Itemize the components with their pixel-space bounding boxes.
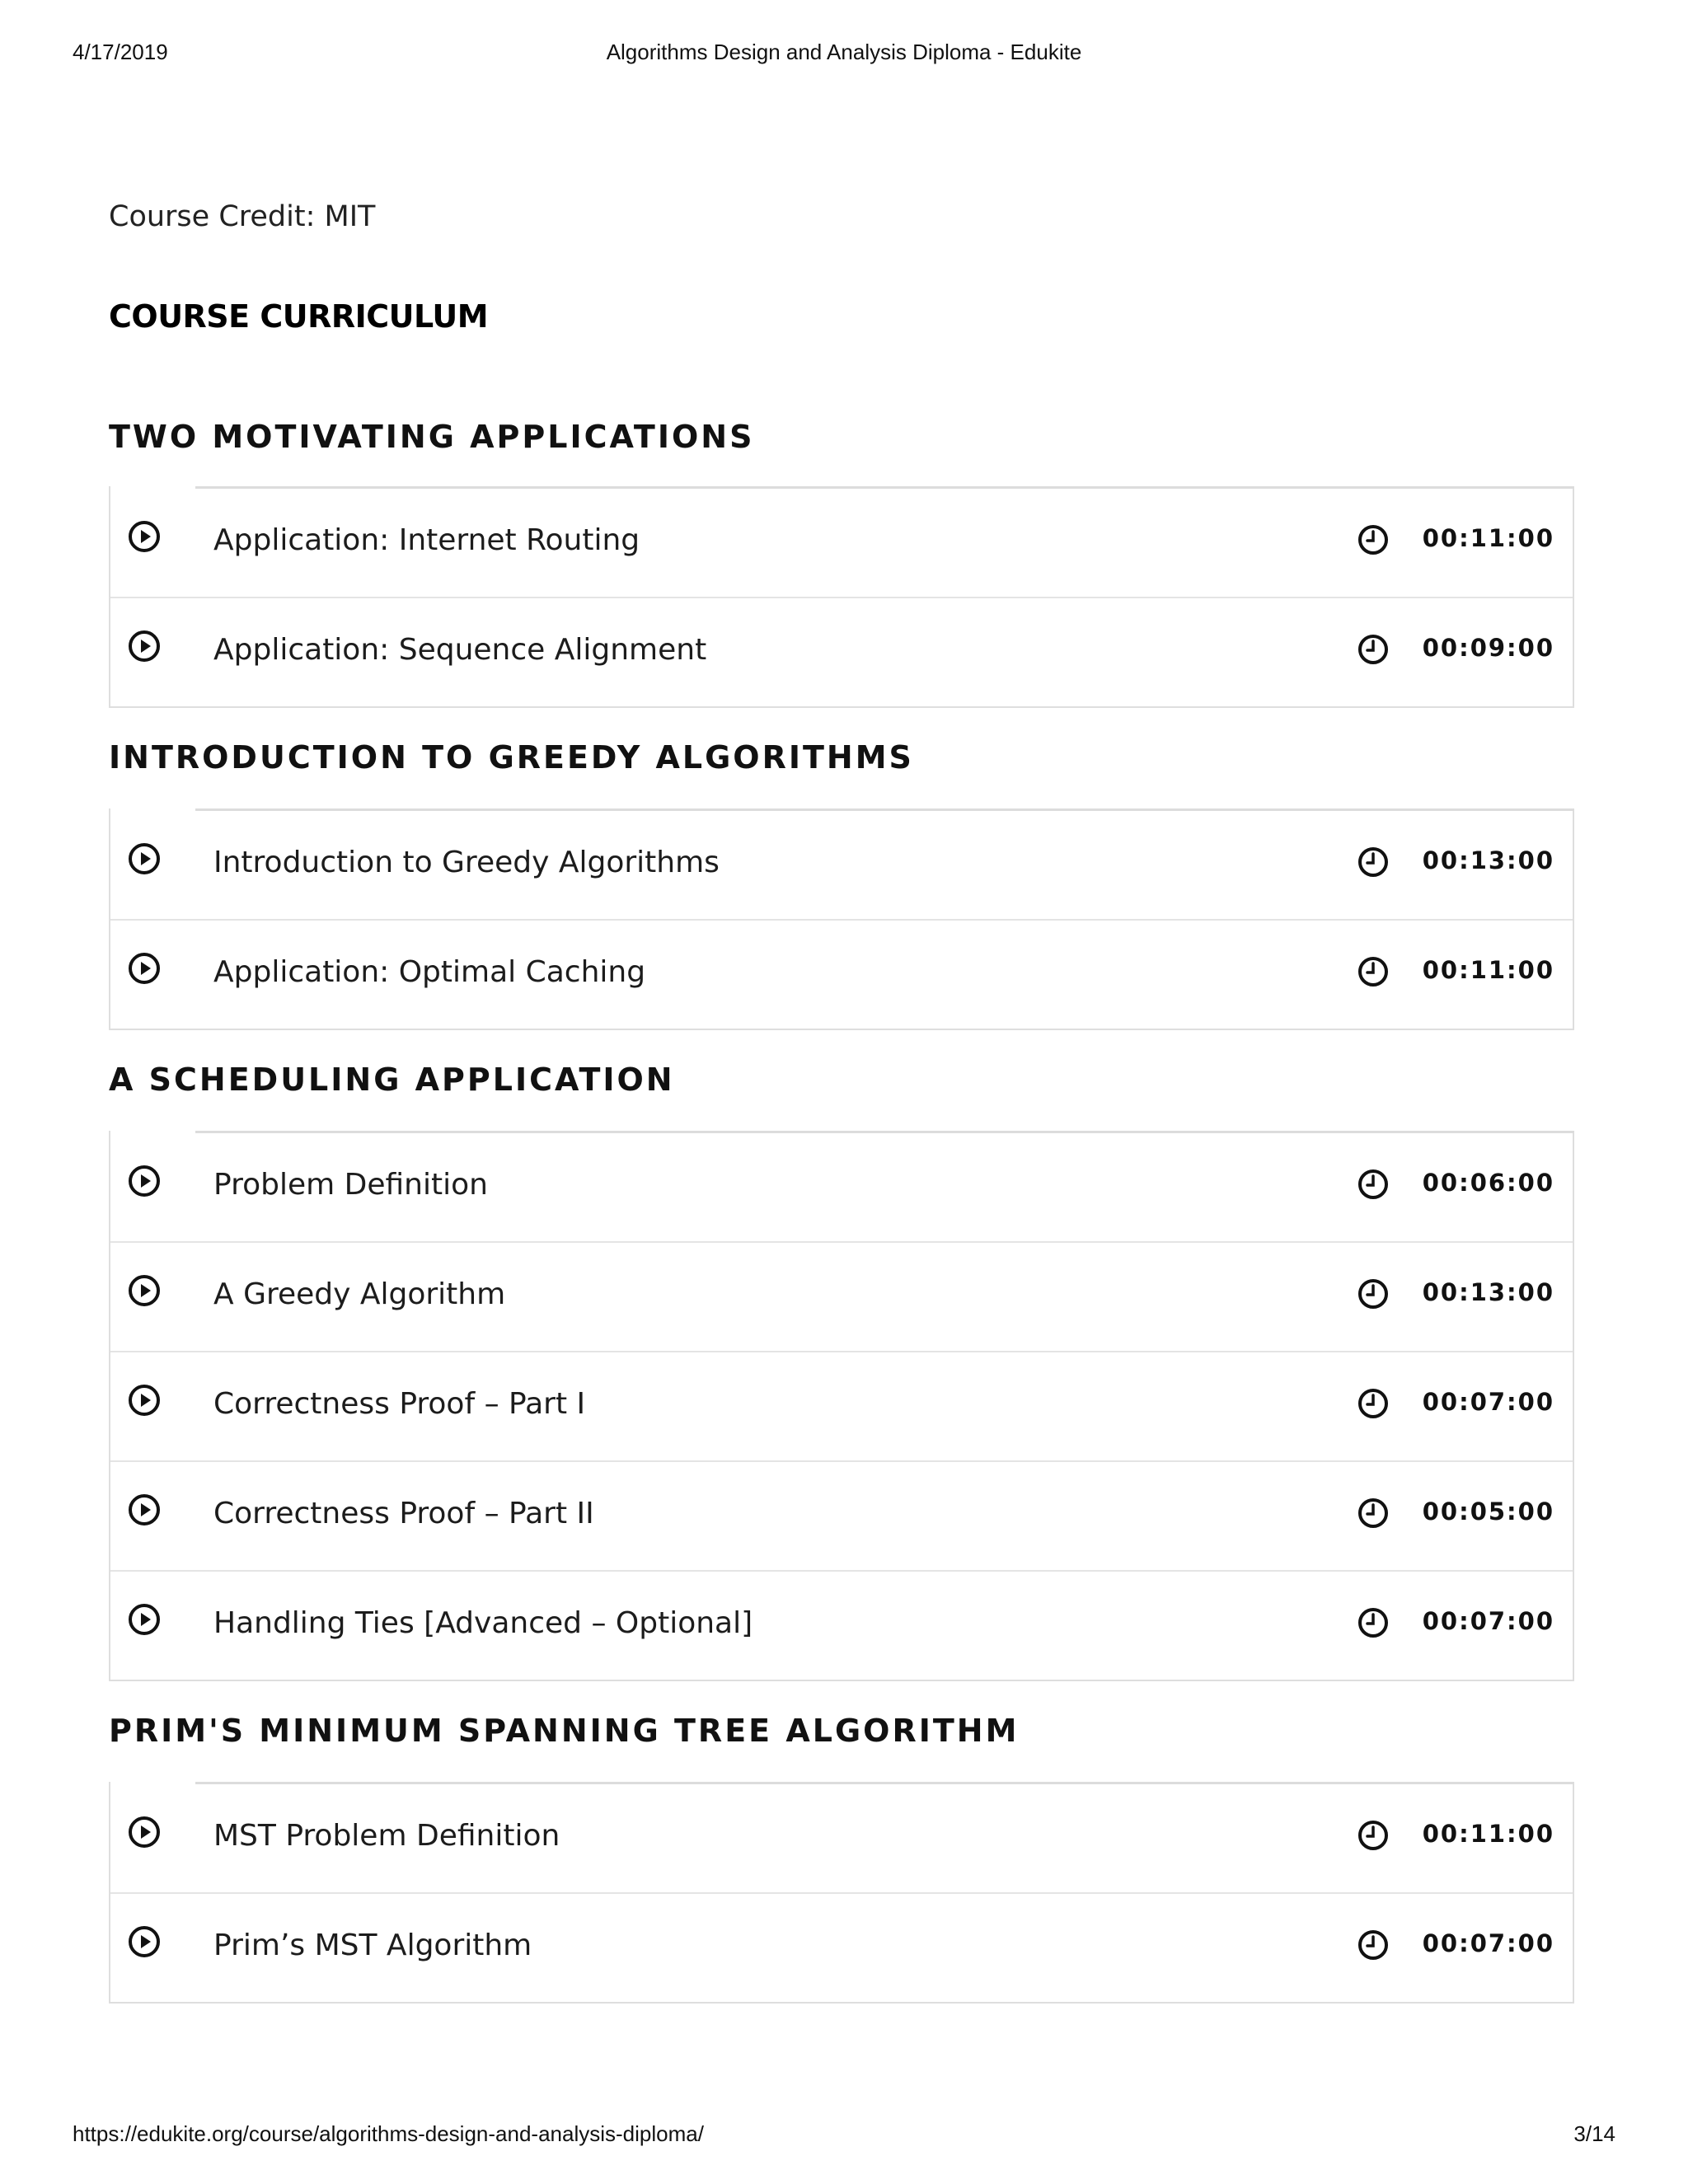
curriculum-section <box>109 1055 1574 1681</box>
lesson-item[interactable] <box>110 919 1573 1029</box>
lesson-duration: 00:11:00 <box>1422 956 1554 984</box>
lesson-title[interactable]: Application: Sequence Alignment <box>213 633 707 667</box>
lesson-duration: 00:09:00 <box>1422 634 1554 662</box>
lesson-title[interactable]: Problem Definition <box>213 1168 488 1202</box>
lesson-duration: 00:07:00 <box>1422 1929 1554 1957</box>
page-url[interactable]: https://edukite.org/course/algorithms-design-and-analysis-diploma/ <box>73 2121 704 2146</box>
section-title: TWO MOTIVATING APPLICATIONS <box>109 419 755 455</box>
play-circle-icon[interactable] <box>127 1273 162 1308</box>
clock-icon <box>1357 523 1390 556</box>
lesson-duration: 00:07:00 <box>1422 1388 1554 1416</box>
play-circle-icon[interactable] <box>127 1815 162 1849</box>
curriculum-heading: COURSE CURRICULUM <box>109 298 489 335</box>
course-credit: Course Credit: MIT <box>109 200 376 233</box>
play-circle-icon[interactable] <box>127 629 162 663</box>
clock-icon <box>1357 1497 1390 1530</box>
play-circle-icon[interactable] <box>127 1493 162 1527</box>
lesson-item[interactable] <box>110 486 1573 597</box>
clock-icon <box>1357 955 1390 988</box>
play-circle-icon[interactable] <box>127 519 162 554</box>
play-circle-icon[interactable] <box>127 1602 162 1637</box>
print-page-title: Algorithms Design and Analysis Diploma - Edukite <box>606 40 1082 64</box>
page-number: 3/14 <box>1573 2121 1615 2146</box>
lesson-item[interactable] <box>110 1892 1573 2002</box>
curriculum-section <box>109 1706 1574 2004</box>
lesson-item[interactable] <box>110 1460 1573 1570</box>
play-circle-icon[interactable] <box>127 951 162 986</box>
lesson-title[interactable]: MST Problem Definition <box>213 1819 560 1853</box>
print-footer <box>73 2121 1615 2149</box>
lesson-list <box>109 808 1574 1030</box>
course-content <box>109 196 1574 2004</box>
lesson-duration: 00:11:00 <box>1422 524 1554 552</box>
clock-icon <box>1357 633 1390 666</box>
print-date: 4/17/2019 <box>73 40 168 64</box>
curriculum-section <box>109 412 1574 708</box>
lesson-duration: 00:13:00 <box>1422 1278 1554 1306</box>
play-circle-icon[interactable] <box>127 1383 162 1418</box>
print-header <box>73 40 1615 68</box>
lesson-item[interactable] <box>110 1131 1573 1241</box>
lesson-list <box>109 486 1574 708</box>
lesson-title[interactable]: Correctness Proof – Part I <box>213 1387 586 1421</box>
lesson-duration: 00:13:00 <box>1422 846 1554 874</box>
lesson-title[interactable]: Application: Internet Routing <box>213 523 640 557</box>
lesson-duration: 00:11:00 <box>1422 1820 1554 1848</box>
play-circle-icon[interactable] <box>127 1164 162 1198</box>
lesson-duration: 00:05:00 <box>1422 1497 1554 1526</box>
clock-icon <box>1357 1277 1390 1310</box>
lesson-item[interactable] <box>110 1241 1573 1351</box>
lesson-duration: 00:07:00 <box>1422 1607 1554 1635</box>
clock-icon <box>1357 1929 1390 1961</box>
lesson-list <box>109 1782 1574 2004</box>
section-title: INTRODUCTION TO GREEDY ALGORITHMS <box>109 739 914 776</box>
clock-icon <box>1357 1168 1390 1201</box>
lesson-item[interactable] <box>110 1782 1573 1892</box>
lesson-title[interactable]: Application: Optimal Caching <box>213 955 646 989</box>
lesson-title[interactable]: Introduction to Greedy Algorithms <box>213 846 720 879</box>
play-circle-icon[interactable] <box>127 841 162 876</box>
section-title: PRIM'S MINIMUM SPANNING TREE ALGORITHM <box>109 1713 1020 1749</box>
lesson-item[interactable] <box>110 1351 1573 1460</box>
curriculum-section <box>109 733 1574 1030</box>
section-title: A SCHEDULING APPLICATION <box>109 1062 675 1098</box>
lesson-duration: 00:06:00 <box>1422 1169 1554 1197</box>
clock-icon <box>1357 1819 1390 1852</box>
clock-icon <box>1357 846 1390 879</box>
lesson-item[interactable] <box>110 1570 1573 1680</box>
clock-icon <box>1357 1387 1390 1420</box>
lesson-title[interactable]: Correctness Proof – Part II <box>213 1497 594 1530</box>
lesson-title[interactable]: Handling Ties [Advanced – Optional] <box>213 1606 753 1640</box>
lesson-title[interactable]: A Greedy Algorithm <box>213 1277 506 1311</box>
play-circle-icon[interactable] <box>127 1924 162 1959</box>
lesson-title[interactable]: Prim’s MST Algorithm <box>213 1929 532 1962</box>
lesson-item[interactable] <box>110 597 1573 706</box>
lesson-item[interactable] <box>110 808 1573 919</box>
clock-icon <box>1357 1606 1390 1639</box>
lesson-list <box>109 1131 1574 1681</box>
